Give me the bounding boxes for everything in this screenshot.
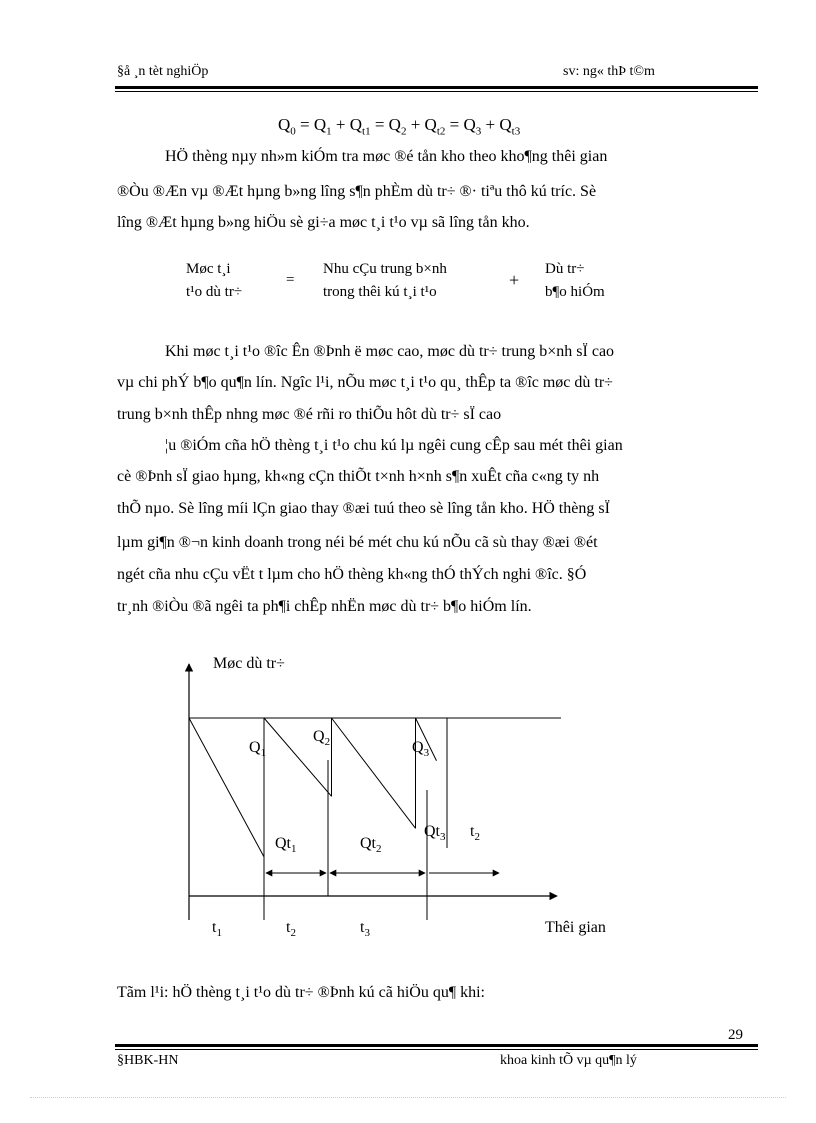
label-qt3: $Qt_3$	[424, 823, 446, 843]
footer-rule-thick	[115, 1044, 758, 1047]
para2-line: trung b×nh thÊp nhng møc ®é rñi ro thiÕu hôt dù tr÷ sÏ cao	[117, 406, 502, 423]
para3-line: tr¸nh ®iÒu ®ã ngêi ta ph¶i chÊp nhËn møc dù tr÷ b¶o hiÓm lín.	[117, 598, 532, 615]
label-t3: $t_3$	[360, 919, 370, 939]
page-number: 29	[728, 1027, 743, 1043]
formula-mid-bottom: trong thêi kú t¸i t¹o	[323, 284, 437, 300]
footer-left: §HBK-HN	[117, 1053, 179, 1068]
formula-right-bottom: b¶o hiÓm	[545, 284, 605, 300]
label-t2-upper: $t_2$	[470, 823, 480, 843]
para2-line: Khi møc t¸i t¹o ®îc Ên ®Þnh ë møc cao, møc dù tr÷ trung b×nh sÏ cao	[165, 343, 615, 360]
formula-plus: +	[509, 270, 520, 290]
label-qt1: $Qt_1$	[275, 835, 297, 855]
footer-rule-thin	[115, 1049, 758, 1050]
label-q1: $Q_1$	[249, 739, 267, 759]
header-right: sv: ng« thÞ t©m	[563, 64, 655, 79]
label-q2: $Q_2$	[313, 728, 331, 748]
para1-line: HÖ thèng nµy nh»m kiÓm tra møc ®é tån kho theo kho¶ng thêi gian	[165, 148, 608, 165]
main-formula: $Q_0 = Q_1 + Q_{t1} = Q_2 + Q_{t2} = Q_3 + Q_{t3}$	[278, 115, 521, 138]
depletion-line-3	[332, 718, 416, 828]
para3-line: lµm gi¶n ®¬n kinh doanh trong néi bé mét chu kú nÕu cã sù thay ®æi ®ét	[117, 534, 598, 551]
formula-left-bottom: t¹o dù tr÷	[186, 284, 243, 300]
footer-right: khoa kinh tÕ vµ qu¶n lý	[500, 1053, 637, 1068]
para3-line: ngét cña nhu cÇu vËt t lµm cho hÖ thèng kh«ng thÓ thÝch nghi ®îc. §Ó	[117, 566, 587, 583]
label-q3: $Q_3$	[412, 739, 430, 759]
summary-line: Tãm l¹i: hÖ thèng t¸i t¹o dù tr÷ ®Þnh kú cã hiÖu qu¶ khi:	[117, 984, 485, 1001]
formula-mid-top: Nhu cÇu trung b×nh	[323, 261, 447, 277]
formula-equals: =	[286, 272, 295, 288]
label-t2: $t_2$	[286, 919, 296, 939]
formula-right-top: Dù tr÷	[545, 261, 585, 277]
y-axis-label: Møc dù tr÷	[213, 655, 285, 672]
para3-line: cè ®Þnh sÏ giao hµng, kh«ng cÇn thiÕt t×nh h×nh s¶n xuÊt cña c«ng ty nh	[117, 468, 600, 485]
para1-line: ®Òu ®Æn vµ ®Æt hµng b»ng lîng s¶n phÈm dù tr÷ ®· tiªu thô kú tríc. Sè	[117, 183, 597, 200]
x-axis-label: Thêi gian	[545, 919, 606, 936]
para3-line: ¦u ®iÓm cña hÖ thèng t¸i t¹o chu kú lµ ngêi cung cÊp sau mét thêi gian	[165, 437, 623, 454]
para3-line: thÕ nµo. Sè lîng míi lÇn giao thay ®æi tuú theo sè lîng tån kho. HÖ thèng sÏ	[117, 500, 610, 517]
para1-line: lîng ®Æt hµng b»ng hiÖu sè gi÷a møc t¸i t¹o vµ sã lîng tån kho.	[117, 214, 530, 231]
para2-line: vµ chi phÝ b¶o qu¶n lín. Ngîc l¹i, nÕu møc t¸i t¹o qu¸ thÊp ta ®îc møc dù tr÷	[117, 374, 613, 391]
label-qt2: $Qt_2$	[360, 835, 382, 855]
label-t1: $t_1$	[212, 919, 222, 939]
formula-left-top: Møc t¸i	[186, 261, 231, 277]
header-left: §å ¸n tèt nghiÖp	[117, 64, 209, 79]
page-edge-dots	[30, 1097, 786, 1098]
